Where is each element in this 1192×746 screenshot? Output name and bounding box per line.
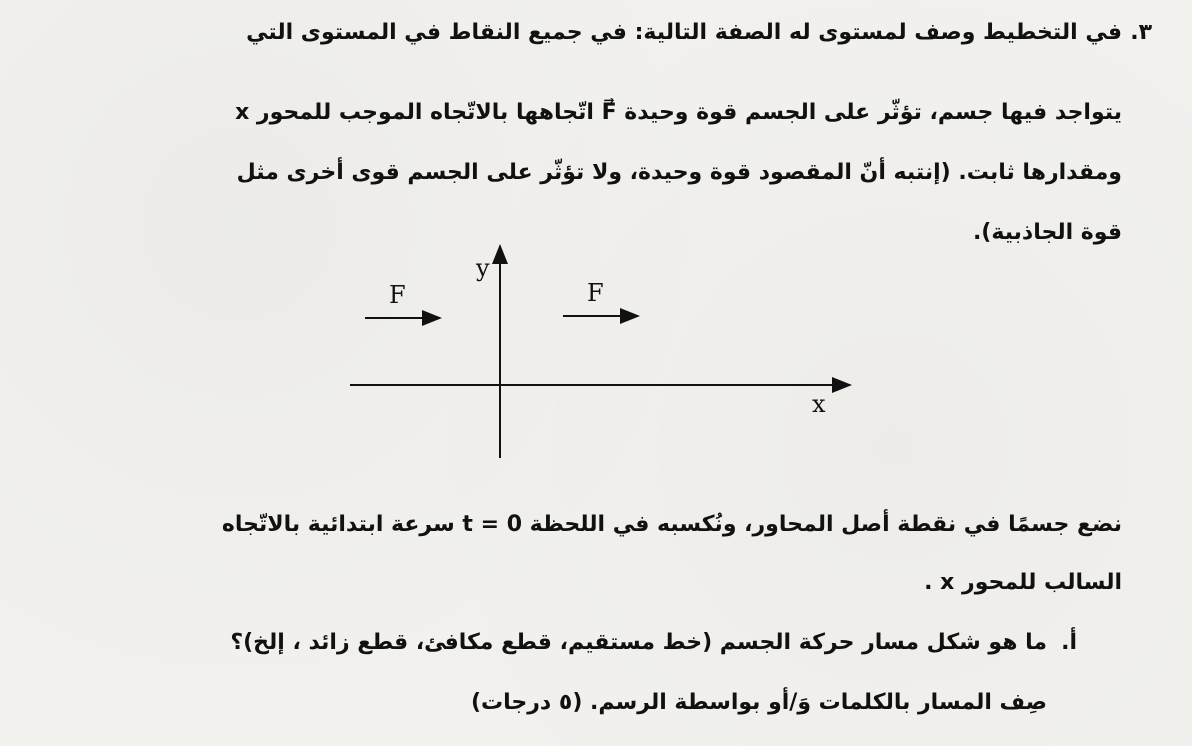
question-line-2: يتواجد فيها جسم، تؤثّر على الجسم قوة وحيدة F⃗ اتّجاهها بالاتّجاه الموجب للمحور x xyxy=(235,100,1122,125)
paragraph-2-line-1: نضع جسمًا في نقطة أصل المحاور، ونُكسبه في اللحظة t = 0 سرعة ابتدائية بالاتّجاه xyxy=(221,512,1122,537)
x-axis-label: x xyxy=(812,390,826,418)
paragraph-2-line-2: السالب للمحور x . xyxy=(924,570,1122,595)
y-axis-label: y xyxy=(476,254,490,282)
sub-question-a-line-2: صِف المسار بالكلمات وَ/أو بواسطة الرسم. (٥ درجات) xyxy=(470,690,1047,715)
question-line-4: قوة الجاذبية). xyxy=(972,220,1122,245)
question-number: ٣. xyxy=(1130,20,1152,45)
sub-question-a-line-1: ما هو شكل مسار حركة الجسم (خط مستقيم، قطع مكافئ، قطع زائد ، إلخ)؟ xyxy=(230,630,1047,655)
sub-question-a-label: أ. xyxy=(1061,630,1077,655)
question-line-1: في التخطيط وصف لمستوى له الصفة التالية: في جميع النقاط في المستوى التي xyxy=(246,20,1122,45)
question-line-3: ومقدارها ثابت. (إنتبه أنّ المقصود قوة وحيدة، ولا تؤثّر على الجسم قوى أخرى مثل xyxy=(236,160,1122,185)
force-label-left: F xyxy=(389,281,406,309)
force-label-right: F xyxy=(587,279,604,307)
